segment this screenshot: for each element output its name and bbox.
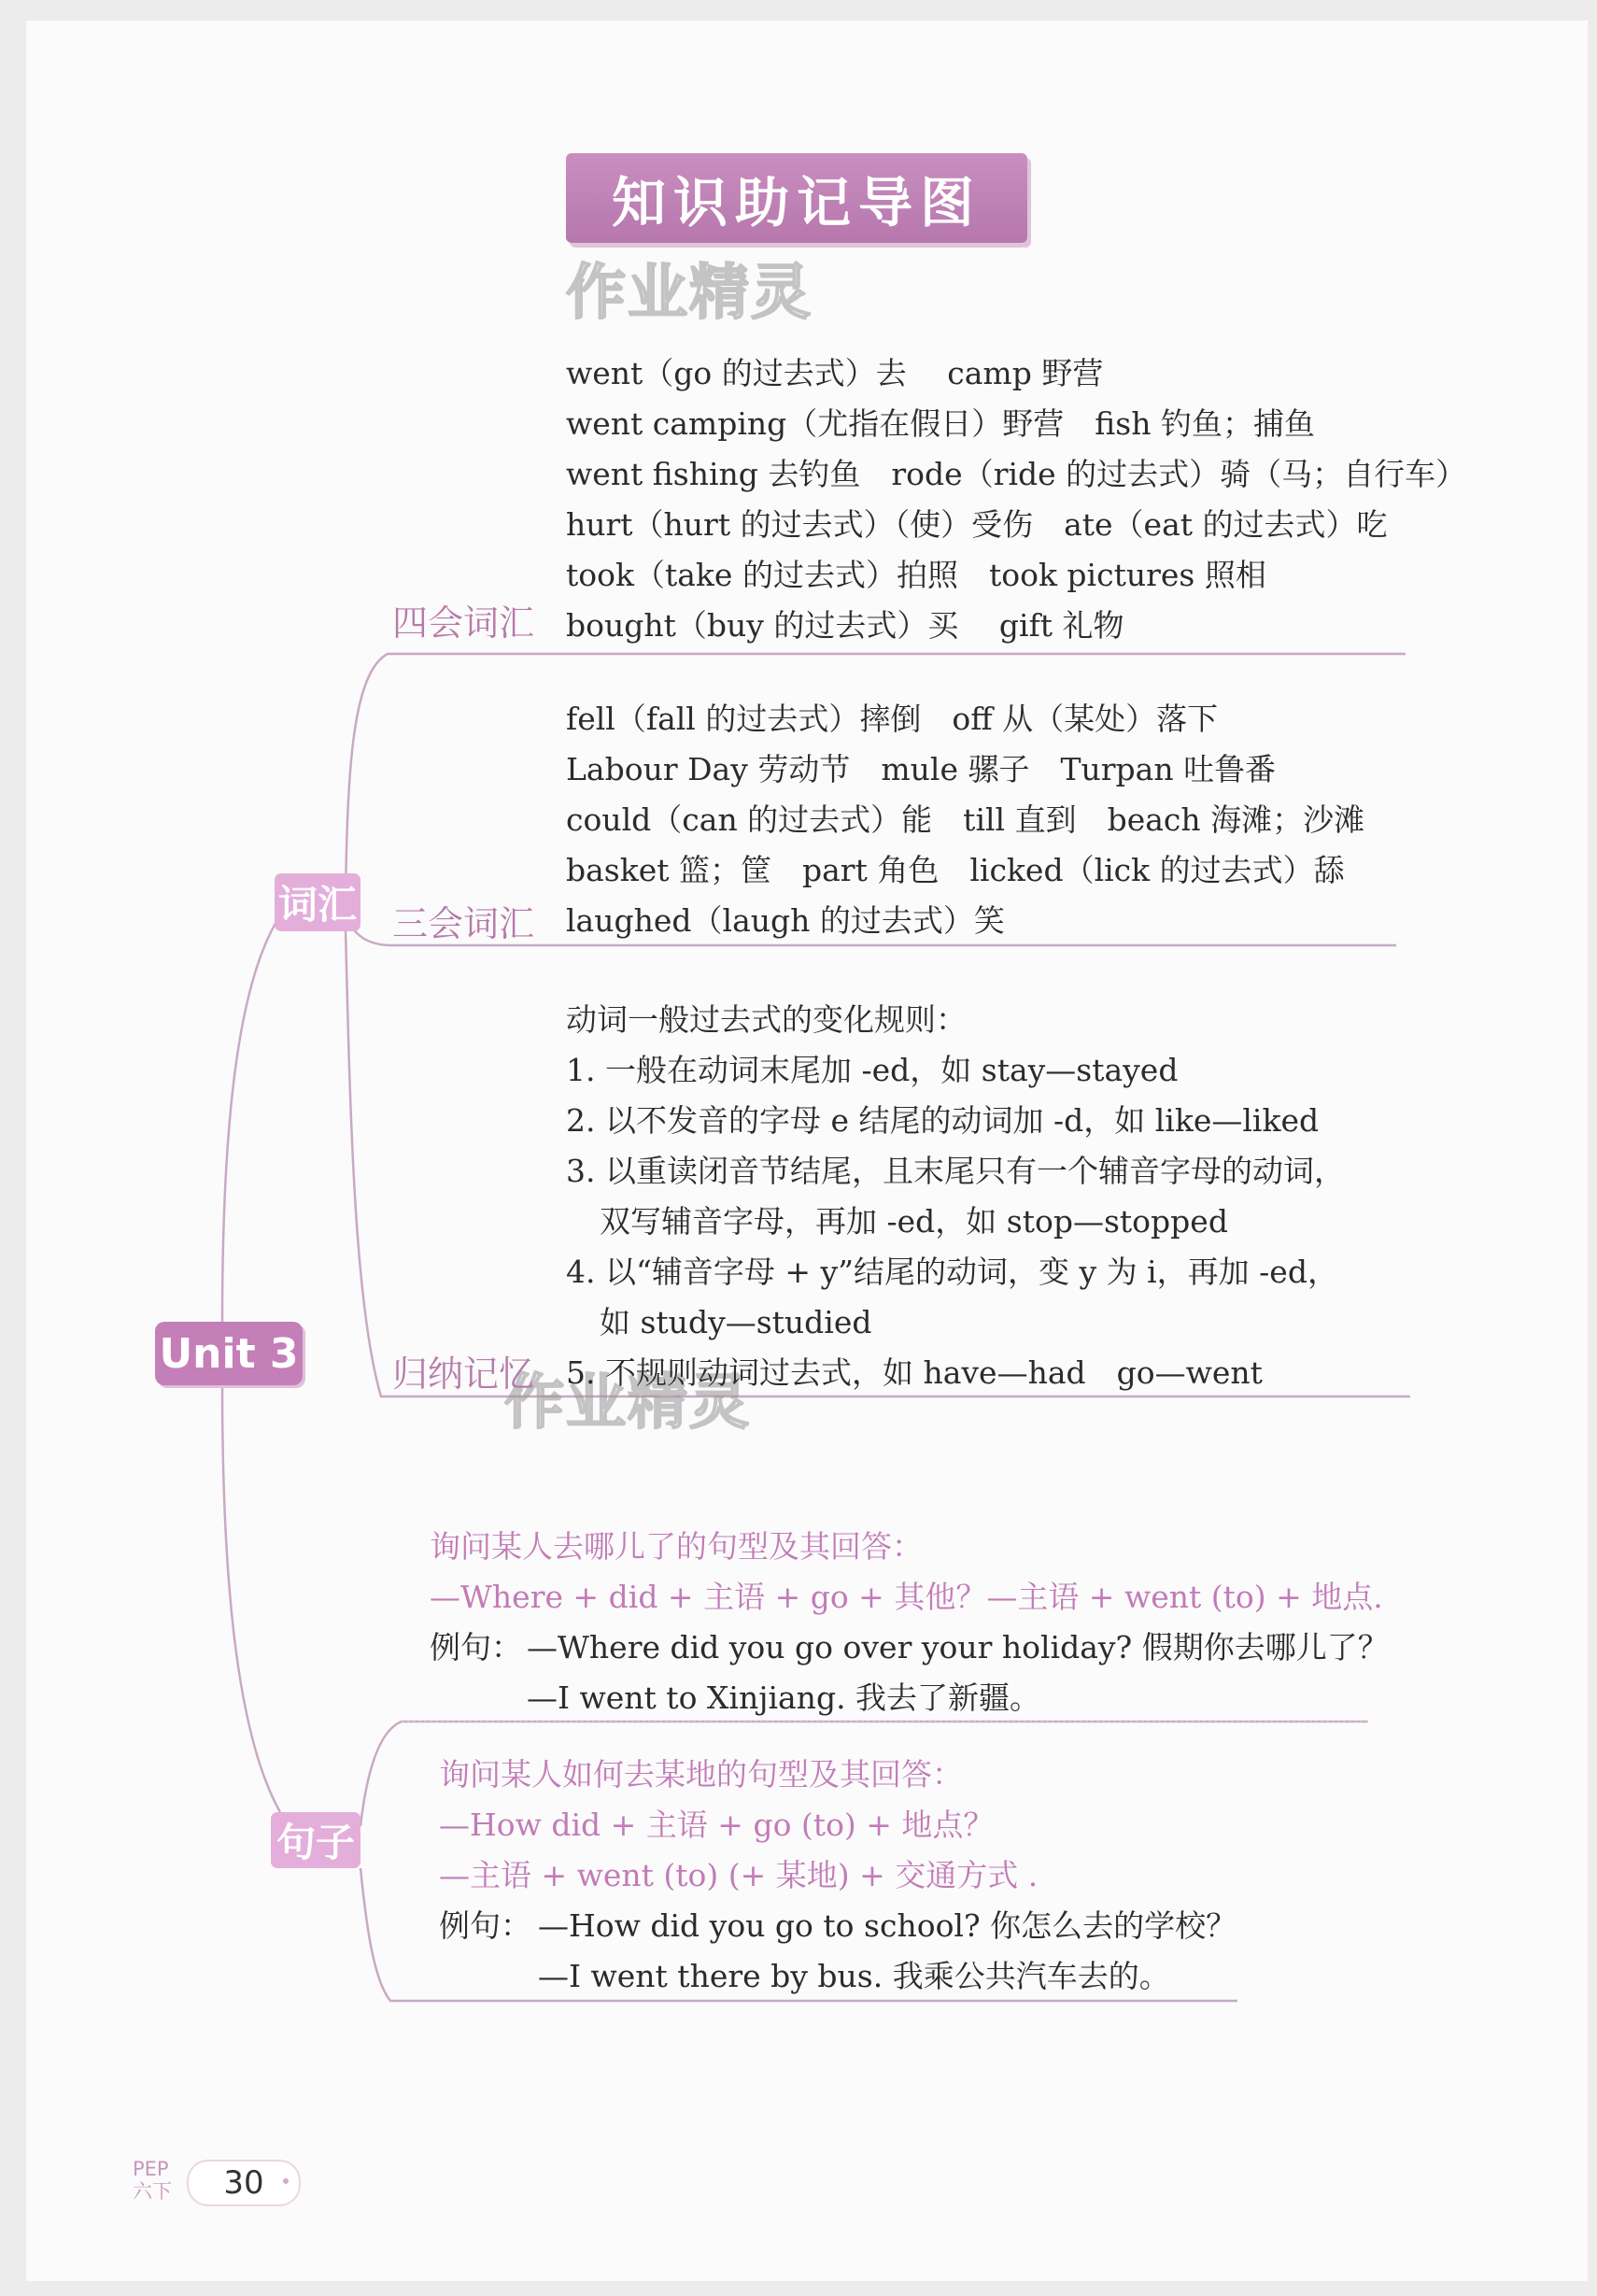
connector-unit-vocab xyxy=(222,915,280,1322)
sentence-2-example-question: —How did you go to school? 你怎么去的学校？ xyxy=(538,1907,1237,1944)
summary-heading: 动词一般过去式的变化规则： xyxy=(566,1001,967,1038)
center-node-unit: Unit 3 xyxy=(155,1322,303,1385)
summary-rule: 1. 一般在动词末尾加 -ed，如 stay—stayed xyxy=(566,1052,1179,1088)
sentence-2-heading: 询问某人如何去某地的句型及其回答： xyxy=(439,1756,963,1793)
four-skills-line: took（take 的过去式）拍照 took pictures 照相 xyxy=(566,557,1266,593)
page-number: 30 xyxy=(187,2160,301,2206)
sentence-1-example-question: —Where did you go over your holiday? 假期你去哪儿了？ xyxy=(527,1629,1389,1665)
sentence-1-example-answer: —I went to Xinjiang. 我去了新疆。 xyxy=(527,1679,1041,1716)
three-skills-label: 三会词汇 xyxy=(392,903,535,944)
three-skills-line: basket 篮；筐 part 角色 licked（lick 的过去式）舔 xyxy=(566,852,1345,888)
sentence-1-heading: 询问某人去哪儿了的句型及其回答： xyxy=(430,1528,923,1565)
page-number-dot xyxy=(283,2178,289,2184)
edition-tag-line2: 六下 xyxy=(133,2180,172,2203)
connector-unit-sentences xyxy=(222,1385,280,1812)
sentence-1-example-prefix: 例句： xyxy=(430,1629,522,1665)
sentence-2-example-prefix: 例句： xyxy=(439,1907,531,1944)
four-skills-line: went（go 的过去式）去 camp 野营 xyxy=(566,355,1104,391)
summary-rule: 3. 以重读闭音节结尾，且末尾只有一个辅音字母的动词， xyxy=(566,1153,1345,1189)
four-skills-label: 四会词汇 xyxy=(392,602,535,644)
three-skills-line: Labour Day 劳动节 mule 骡子 Turpan 吐鲁番 xyxy=(566,751,1277,787)
four-skills-line: hurt（hurt 的过去式）（使）受伤 ate（eat 的过去式）吃 xyxy=(566,506,1388,543)
summary-rule: 2. 以不发音的字母 e 结尾的动词加 -d，如 like—liked xyxy=(566,1102,1320,1139)
title-banner xyxy=(566,153,1027,243)
summary-rule: 4. 以“辅音字母 + y”结尾的动词，变 y 为 i，再加 -ed， xyxy=(566,1254,1338,1290)
edition-tag-line1: PEP xyxy=(133,2158,169,2180)
watermark: 作业精灵 xyxy=(566,259,813,328)
three-skills-line: fell（fall 的过去式）摔倒 off 从（某处）落下 xyxy=(566,701,1219,737)
sentence-2-pattern-question: —How did + 主语 + go (to) + 地点？ xyxy=(439,1807,995,1843)
sentences-tag: 句子 xyxy=(271,1812,360,1868)
sentence-1-pattern: —Where + did + 主语 + go + 其他？—主语 + went (to) + 地点. xyxy=(430,1579,1383,1615)
four-skills-line: went camping（尤指在假日）野营 fish 钓鱼；捕鱼 xyxy=(566,405,1315,442)
three-skills-line: laughed（laugh 的过去式）笑 xyxy=(566,902,1005,939)
page-title: 知识助记导图 xyxy=(611,171,982,234)
vocab-tag: 词汇 xyxy=(275,873,360,931)
four-skills-line: went fishing 去钓鱼 rode（ride 的过去式）骑（马；自行车） xyxy=(566,456,1467,492)
summary-rule-continued: 如 study—studied xyxy=(600,1304,872,1340)
sentence-2-example-answer: —I went there by bus. 我乘公共汽车去的。 xyxy=(538,1958,1170,1994)
summary-label: 归纳记忆 xyxy=(392,1354,535,1395)
summary-rule-continued: 双写辅音字母，再加 -ed，如 stop—stopped xyxy=(600,1203,1228,1240)
four-skills-line: bought（buy 的过去式）买 gift 礼物 xyxy=(566,607,1124,644)
summary-rule: 5. 不规则动词过去式，如 have—had go—went xyxy=(566,1354,1263,1391)
watermark-2: 作业精灵 xyxy=(504,1368,751,1438)
sentence-2-pattern-answer: —主语 + went (to) (+ 某地) + 交通方式 . xyxy=(439,1857,1039,1893)
edition-tag xyxy=(133,2158,177,2206)
three-skills-line: could（can 的过去式）能 till 直到 beach 海滩；沙滩 xyxy=(566,801,1365,838)
